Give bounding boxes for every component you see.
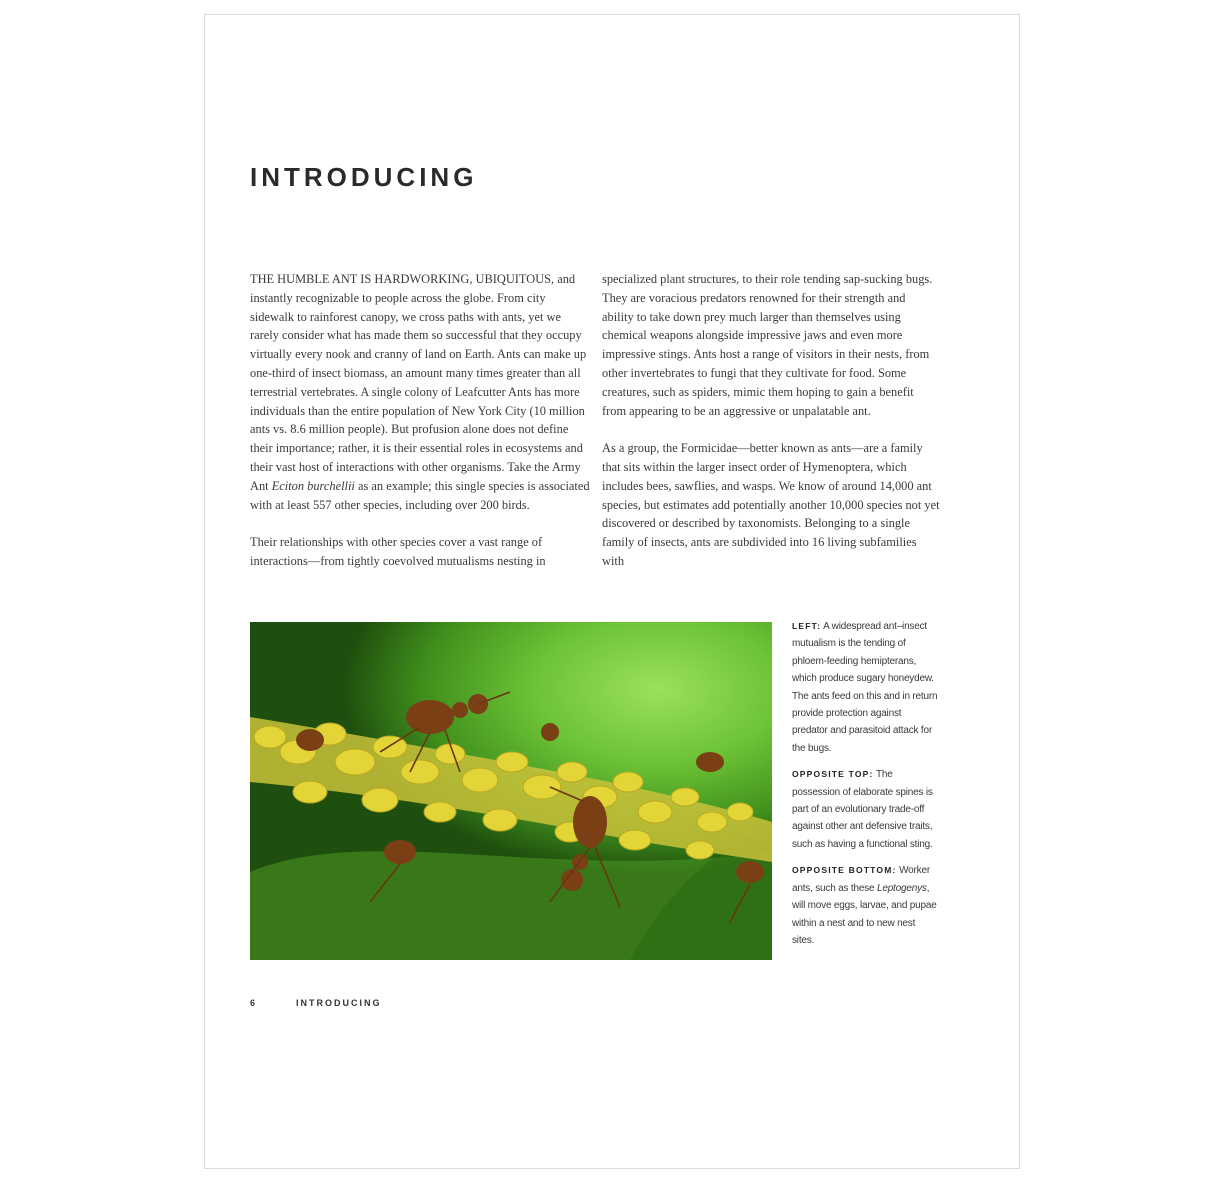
photo-illustration xyxy=(250,622,772,960)
ants-aphids-photo xyxy=(250,622,772,960)
caption-label: LEFT: xyxy=(792,621,822,631)
running-title: INTRODUCING xyxy=(296,998,382,1008)
body-paragraph: Their relationships with other species cover a vast range of interactions—from tightly coevolved mutualisms nesting in xyxy=(250,535,546,568)
body-text: as an example; this single species is associated with at least 557 other species, including over 200 birds. xyxy=(250,478,590,512)
caption-label: OPPOSITE TOP: xyxy=(792,769,874,780)
body-paragraph xyxy=(250,270,590,514)
page-number: 6 xyxy=(250,998,258,1008)
caption-label: OPPOSITE BOTTOM: xyxy=(792,865,897,876)
caption-text: The possession of elaborate spines is part of an evolutionary trade-off against other ant defensive traits, such as having a functional sting. xyxy=(792,769,933,850)
caption-opposite-bottom xyxy=(792,862,938,949)
body-column-left xyxy=(250,270,590,571)
caption-opposite-top xyxy=(792,766,938,853)
caption-text: , will move eggs, larvae, and pupae within a nest and to new nest sites. xyxy=(792,882,937,946)
body-paragraph: specialized plant structures, to their role tending sap-sucking bugs. They are voracious predators renowned for their strength and ability to take down prey much larger than themselves using chemical weapons alongside impressive jaws and even more impressive stings. Ants host a range of visitors in their nests, from other invertebrates to fungi that they cultivate for food. Some creatures, such as spiders, mimic them hoping to gain a benefit from appearing to be an aggressive or unpalatable ant. xyxy=(602,272,933,418)
photo-captions xyxy=(792,618,938,958)
caption-text: Worker ants, such as these xyxy=(792,865,930,894)
page-title: INTRODUCING xyxy=(250,162,478,192)
body-text: THE HUMBLE ANT IS HARDWORKING, UBIQUITOUS, and instantly recognizable to people across the globe. From city sidewalk to rainforest canopy, we cross paths with ants, yet we rarely consider what has made them so successful that they occupy virtually every nook and cranny of land on Earth. Ants can make up one-third of insect biomass, an amount many times greater than all terrestrial vertebrates. A single colony of Leafcutter Ants has more individuals than the entire population of New York City (10 million ants vs. 8.6 million people). But profusion alone does not define their importance; rather, it is their essential roles in ecosystems and their vast host of interactions with other organisms. Take the Army Ant xyxy=(250,272,587,493)
genus-name: Leptogenys xyxy=(876,882,927,894)
caption-text: A widespread ant–insect mutualism is the tending of phloem-feeding hemipterans, which produce sugary honeydew. The ants feed on this and in return provide protection against predator and parasitoid attack for the bugs. xyxy=(792,621,938,754)
caption-left xyxy=(792,618,938,757)
body-column-right xyxy=(602,270,940,571)
species-name: Eciton burchellii xyxy=(271,478,355,493)
body-paragraph: As a group, the Formicidae—better known as ants—are a family that sits within the larger insect order of Hymenoptera, which includes bees, sawflies, and wasps. We know of around 14,000 ant species, but estimates add potentially another 10,000 species not yet discovered or described by taxonomists. Belonging to a single family of insects, ants are subdivided into 16 living subfamilies with xyxy=(602,441,940,568)
